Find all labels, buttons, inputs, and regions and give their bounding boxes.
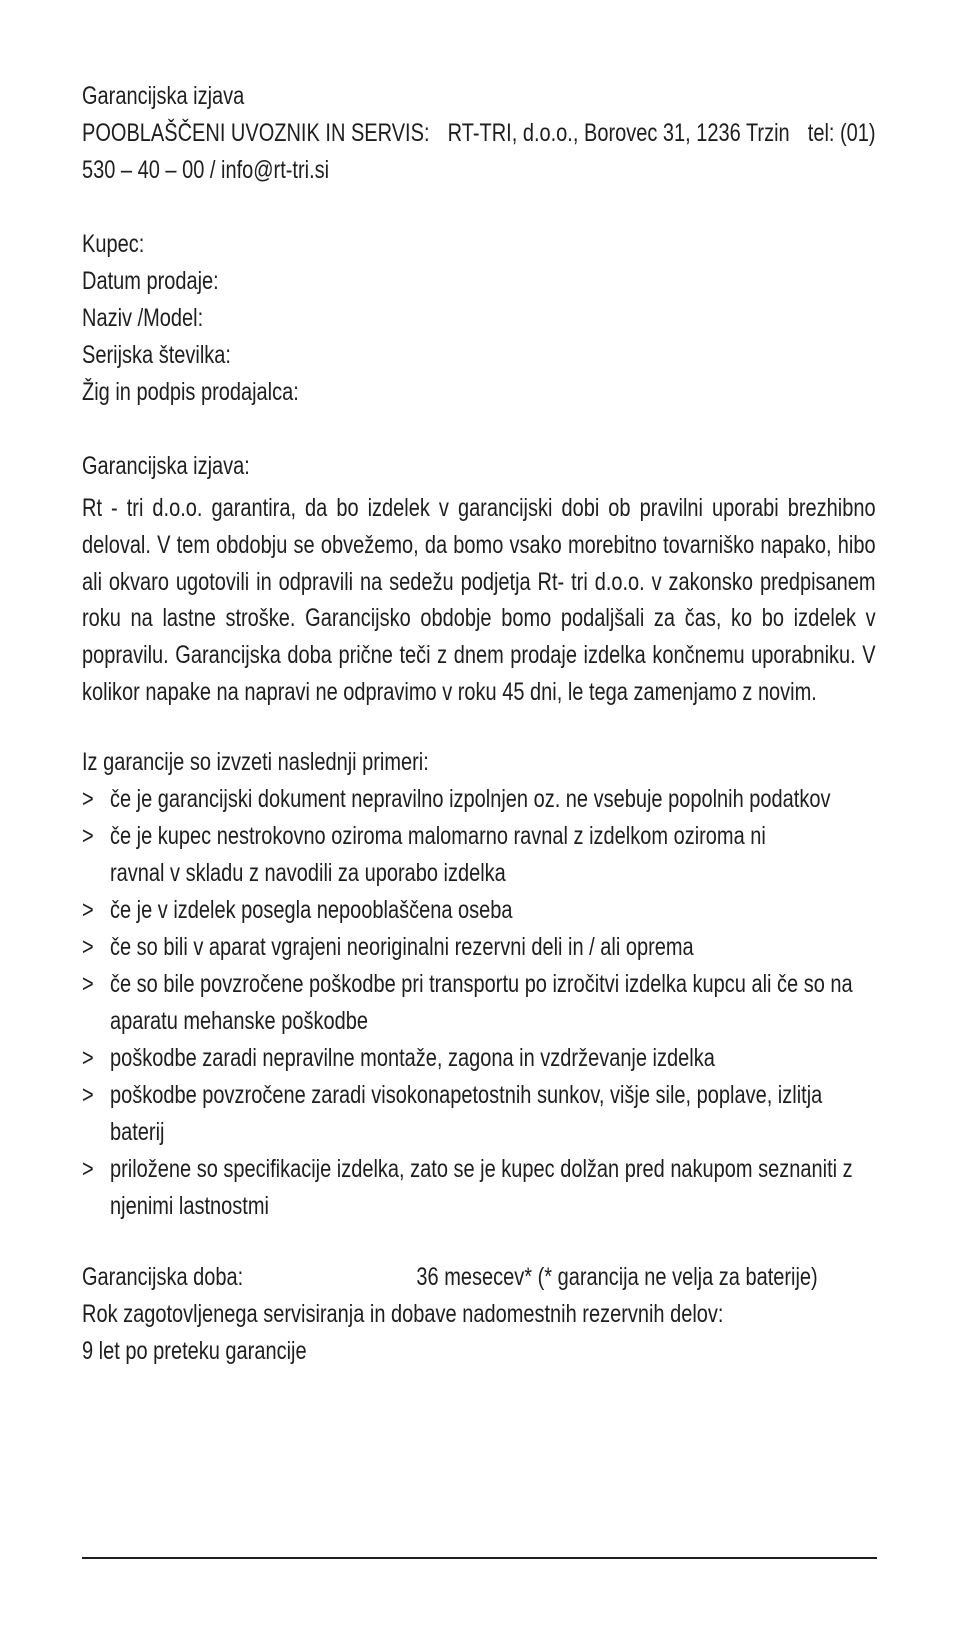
importer-address: RT-TRI, d.o.o., Borovec 31, 1236 Trzin	[447, 119, 790, 147]
warranty-period-row	[82, 1259, 876, 1296]
serial-field: Serijska številka:	[82, 341, 231, 369]
service-period-label: Rok zagotovljenega servisiranja in dobave nadomestnih rezervnih delov:	[82, 1299, 724, 1328]
document-body	[82, 78, 876, 1370]
bullet-marker: >	[82, 784, 94, 813]
service-period-value: 9 let po preteku garancije	[82, 1336, 307, 1365]
model-field: Naziv /Model:	[82, 304, 204, 332]
list-item: > če je kupec nestrokovno oziroma malomarno ravnal z izdelkom oziroma ni ravnal v skladu z navodili za uporabo izdelka	[82, 818, 814, 892]
bullet-marker: >	[82, 895, 94, 924]
footer-divider	[82, 1557, 877, 1559]
buyer-field: Kupec:	[82, 230, 145, 258]
bullet-marker: >	[82, 1080, 94, 1109]
stamp-signature-field: Žig in podpis prodajalca:	[82, 378, 299, 406]
exclusions-list	[82, 781, 876, 1225]
bullet-marker: >	[82, 969, 94, 998]
list-item: > če so bile povzročene poškodbe pri transportu po izročitvi izdelka kupcu ali če so na aparatu mehanske poškodbe	[82, 966, 894, 1040]
phone-email: 530 – 40 – 00 / info@rt-tri.si	[82, 156, 330, 184]
document-title: Garancijska izjava	[82, 82, 245, 110]
warranty-period-value: 36 mesecev* (* garancija ne velja za baterije)	[416, 1262, 818, 1291]
list-item: > če je garancijski dokument nepravilno izpolnjen oz. ne vsebuje popolnih podatkov	[82, 781, 876, 818]
sale-date-field: Datum prodaje:	[82, 267, 219, 295]
bullet-marker: >	[82, 932, 94, 961]
list-item: > poškodbe zaradi nepravilne montaže, zagona in vzdrževanje izdelka	[82, 1040, 876, 1077]
list-item: > če je v izdelek posegla nepooblaščena oseba	[82, 892, 876, 929]
importer-label: POOBLAŠČENI UVOZNIK IN SERVIS:	[82, 119, 430, 147]
statement-heading: Garancijska izjava:	[82, 452, 250, 480]
warranty-period-label: Garancijska doba:	[82, 1262, 244, 1291]
warranty-document	[82, 78, 876, 1370]
bullet-marker: >	[82, 1154, 94, 1183]
phone-label: tel: (01)	[807, 119, 876, 147]
list-item: > če so bili v aparat vgrajeni neoriginalni rezervni deli in / ali oprema	[82, 929, 876, 966]
list-item: > poškodbe povzročene zaradi visokonapetostnih sunkov, višje sile, poplave, izlitja baterij	[82, 1077, 846, 1151]
bullet-marker: >	[82, 821, 94, 850]
bullet-marker: >	[82, 1043, 94, 1072]
statement-paragraph: Rt - tri d.o.o. garantira, da bo izdelek v garancijski dobi ob pravilni uporabi brezhibno deloval. V tem obdobju se obvežemo, da bomo vsako morebitno tovarniško napako, hibo ali okvaro ugotovili in odpravili na sedežu podjetja Rt- tri d.o.o. v zakonsko predpisanem roku na lastne stroške. Garancijsko obdobje bomo podaljšali za čas, ko bo izdelek v popravilu. Garancijska doba prične teči z dnem prodaje izdelka končnemu uporabniku. V kolikor napake na napravi ne odpravimo v roku 45 dni, le tega zamenjamo z novim.	[82, 494, 876, 706]
importer-line	[82, 115, 876, 152]
list-item: > priložene so specifikacije izdelka, zato se je kupec dolžan pred nakupom seznaniti z njenimi lastnostmi	[82, 1151, 894, 1225]
exclusions-intro: Iz garancije so izvzeti naslednji primeri:	[82, 747, 429, 776]
